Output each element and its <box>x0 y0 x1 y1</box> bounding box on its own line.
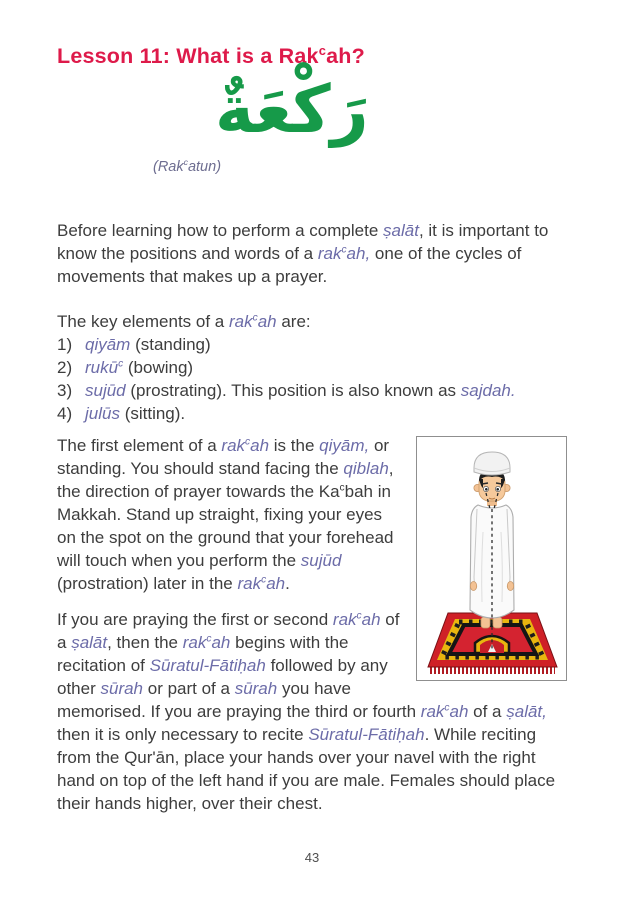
page-number: 43 <box>304 850 320 865</box>
qiyam-section <box>57 434 567 815</box>
praying-boy-image <box>417 437 566 680</box>
list-item-text: qiyām (standing) <box>85 335 211 354</box>
paragraph-intro: Before learning how to perform a complete ṣalāt, it is important to know the positions and words of a rak$^c$ah, one of the cycles of movements that makes up a prayer. <box>57 221 549 286</box>
arabic-word-rakatun: رَكْعَةٌ <box>215 71 369 148</box>
arabic-caption: (Rak$^c$atun) <box>153 157 222 175</box>
list-item <box>57 333 567 356</box>
list-item-number: 3) <box>57 381 73 400</box>
list-item-text: julūs (sitting). <box>85 404 186 423</box>
qiyam-illustration <box>416 436 567 681</box>
list-item-number: 1) <box>57 335 73 354</box>
list-item-number: 2) <box>57 358 73 377</box>
paragraph-recitation: If you are praying the first or second rak$^c$ah of a ṣalāt, then the rak$^c$ah begins with the recitation of Sūratul-Fātiḥah followed by any other sūrah or part of a sūrah you have memorised. If you are praying the third or fourth rak$^c$ah of a ṣalāt, then it is only necessary to recite Sūratul-Fātiḥah. While reciting from the Qur'ān, place your hands over your navel with the right hand on top of the left hand if you are male. Females should place their hands higher, over their chest. <box>57 610 556 813</box>
page-title: Lesson 11: What is a Rak$^c$ah? <box>57 42 365 68</box>
list-item <box>57 402 567 425</box>
boy-head <box>474 452 510 506</box>
list-intro: The key elements of a rak$^c$ah are: <box>57 312 311 331</box>
list-item <box>57 379 567 402</box>
list-item-text: rukū$^c$ (bowing) <box>85 358 194 377</box>
key-elements-list <box>57 310 567 425</box>
list-item-number: 4) <box>57 404 73 423</box>
arabic-calligraphy-block <box>57 69 567 219</box>
list-item <box>57 356 567 379</box>
paragraph-qiyam: The first element of a rak$^c$ah is the qiyām, or standing. You should stand facing the qiblah, the direction of prayer towards the Ka$^c$bah in Makkah. Stand up straight, fixing your eyes on the spot on the ground that your forehead will touch when you perform the sujūd (prostration) later in the rak$^c$ah. <box>57 436 394 593</box>
list-item-text: sujūd (prostrating). This position is also known as sajdah. <box>85 381 516 400</box>
